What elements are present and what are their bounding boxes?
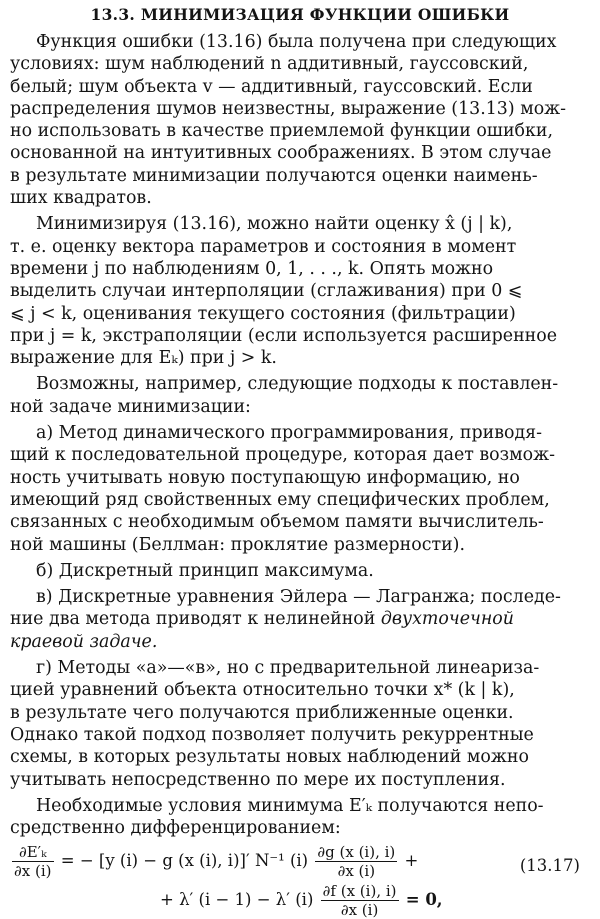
text-line: в результате чего получаются приближенные оценки. (10, 702, 514, 723)
paragraph-3 (10, 373, 590, 418)
equation-term: = − [y (i) − g (x (i), i)]′ N⁻¹ (i) (60, 851, 309, 871)
text-line: условиях: шум наблюдений n аддитивный, гауссовский, (10, 54, 529, 75)
text-line: при j = k, экстраполяции (если используется расширенное (10, 325, 558, 346)
fraction-numerator: ∂E′ₖ (12, 843, 54, 862)
text-line: выражение для Eₖ) при j > k. (10, 348, 277, 369)
text-line: Возможны, например, следующие подходы к поставлен- (36, 374, 559, 395)
text-line: ность учитывать новую поступающую информацию, но (10, 467, 520, 488)
text-line: ной машины (Беллман: проклятие размерности). (10, 534, 465, 555)
dg-fraction (315, 843, 397, 880)
text-line: ⩽ j < k, оценивания текущего состояния (фильтрации) (10, 303, 516, 324)
text-line: но использовать в качестве приемлемой функции ошибки, (10, 121, 554, 142)
text-line: схемы, в которых результаты новых наблюдений можно (10, 747, 529, 768)
text-line: средственно дифференцированием: (10, 818, 341, 839)
text-line: б) Дискретный принцип максимума. (36, 560, 374, 581)
text-line: в результате минимизации получаются оценки наимень- (10, 165, 538, 186)
df-fraction (321, 882, 399, 919)
text-line: Необходимые условия минимума E′ₖ получаются непо- (36, 795, 544, 816)
italic-term: краевой задаче. (10, 631, 158, 652)
text-line (10, 608, 590, 630)
text-line: имеющий ряд свойственных ему специфических проблем, (10, 489, 550, 510)
text-line: учитывать непосредственно по мере их поступления. (10, 769, 506, 790)
list-item-a (10, 422, 590, 556)
text-line: распределения шумов неизвестны, выражение (13.13) мож- (10, 98, 567, 119)
equation-number: (13.17) (519, 856, 580, 876)
text-line: ших квадратов. (10, 188, 152, 209)
text-line: а) Метод динамического программирования, приводя- (36, 423, 543, 444)
text-span: ние два метода приводят к нелинейной (10, 609, 376, 630)
text-line: щий к последовательной процедуре, которая дает возмож- (10, 445, 556, 466)
italic-term: двухточечной (380, 609, 514, 630)
equation-term: = 0, (405, 890, 443, 910)
text-line: белый; шум объекта v — аддитивный, гауссовский. Если (10, 76, 533, 97)
paragraph-2 (10, 213, 590, 369)
text-line: Минимизируя (13.16), можно найти оценку x̂ (j | k), (36, 214, 513, 235)
text-line: г) Методы «а»—«в», но с предварительной линеариза- (36, 658, 540, 679)
text-line: основанной на интуитивных соображениях. В этом случае (10, 143, 552, 164)
fraction-denominator: ∂x (i) (340, 901, 379, 919)
text-line: ной задаче минимизации: (10, 396, 251, 417)
fraction-denominator: ∂x (i) (337, 862, 376, 881)
paragraph-4 (10, 795, 590, 840)
fraction-denominator: ∂x (i) (14, 862, 52, 881)
text-line: Функция ошибки (13.16) была получена при следующих (36, 32, 557, 52)
text-line: цией уравнений объекта относительно точки x* (k | k), (10, 680, 515, 701)
text-line: т. е. оценку вектора параметров и состояния в момент (10, 236, 517, 257)
fraction-numerator: ∂g (x (i), i) (317, 843, 396, 862)
text-line: выделить случаи интерполяции (сглаживания) при 0 ⩽ (10, 281, 523, 302)
text-line: в) Дискретные уравнения Эйлера — Лагранжа; последе- (36, 587, 561, 608)
list-item-c (10, 586, 590, 653)
text-line: Однако такой подход позволяет получить рекуррентные (10, 724, 534, 745)
list-item-d (10, 657, 590, 791)
equation-term: + λ′ (i − 1) − λ′ (i) (160, 890, 314, 910)
text-line: связанных с необходимым объемом памяти вычислитель- (10, 512, 544, 533)
equation-row-1 (10, 843, 590, 880)
equation-operator: + (404, 851, 419, 871)
lhs-fraction (12, 843, 54, 880)
fraction-numerator: ∂f (x (i), i) (322, 882, 397, 901)
paragraph-1 (10, 31, 590, 209)
text-line: времени j по наблюдениям 0, 1, . . ., k. Опять можно (10, 258, 494, 279)
section-title: 13.3. МИНИМИЗАЦИЯ ФУНКЦИИ ОШИБКИ (90, 5, 510, 24)
equation-13-17 (10, 843, 590, 919)
list-item-b (10, 560, 590, 582)
